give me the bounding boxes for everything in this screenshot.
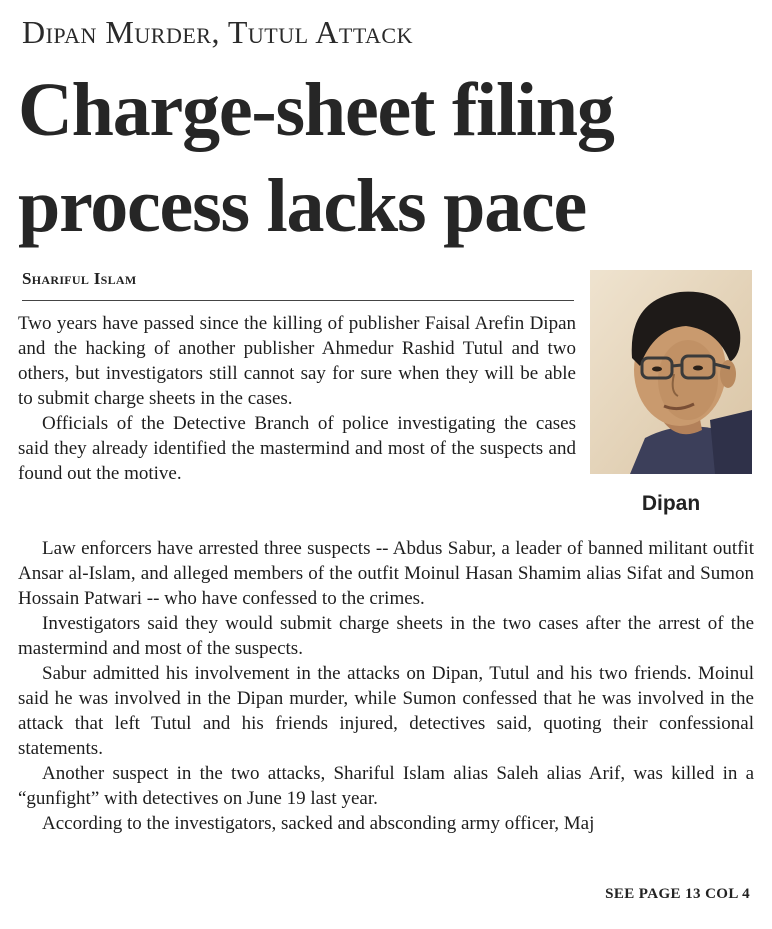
article-body-wide-column xyxy=(18,536,754,836)
dipan-portrait-photo xyxy=(590,270,752,474)
article-paragraph: Officials of the Detective Branch of police investigating the cases said they already identified the mastermind and most of the suspects and found out the motive. xyxy=(18,413,576,484)
continuation-jump-line: SEE PAGE 13 COL 4 xyxy=(605,886,750,902)
article-kicker: Dipan Murder, Tutul Attack xyxy=(22,14,413,50)
article-paragraph: According to the investigators, sacked and absconding army officer, Maj xyxy=(42,813,595,834)
article-paragraph: Law enforcers have arrested three suspects -- Abdus Sabur, a leader of banned militant outfit Ansar al-Islam, and alleged members of the outfit Moinul Hasan Shamim alias Sifat and Sumon Hossain Patwari -- who have confessed to the crimes. xyxy=(18,538,754,609)
article-paragraph: Another suspect in the two attacks, Shariful Islam alias Saleh alias Arif, was killed in a “gunfight” with detectives on June 19 last year. xyxy=(18,763,754,809)
photo-caption: Dipan xyxy=(641,492,701,515)
byline-divider xyxy=(22,300,574,301)
article-paragraph: Sabur admitted his involvement in the attacks on Dipan, Tutul and his two friends. Moinul said he was involved in the Dipan murder, while Sumon confessed that he was involved in the attack that left Tutul and his friends injured, detectives said, quoting their confessional statements. xyxy=(18,663,754,759)
article-headline: Charge-sheet filing process lacks pace xyxy=(18,68,614,248)
article-body-narrow-column xyxy=(18,311,576,486)
article-byline: Shariful Islam xyxy=(22,269,137,288)
article-paragraph: Investigators said they would submit charge sheets in the two cases after the arrest of the mastermind and most of the suspects. xyxy=(18,613,754,659)
article-paragraph: Two years have passed since the killing of publisher Faisal Arefin Dipan and the hacking of another publisher Ahmedur Rashid Tutul and two others, but investigators still cannot say for sure when they will be able to submit charge sheets in the cases. xyxy=(18,313,576,409)
